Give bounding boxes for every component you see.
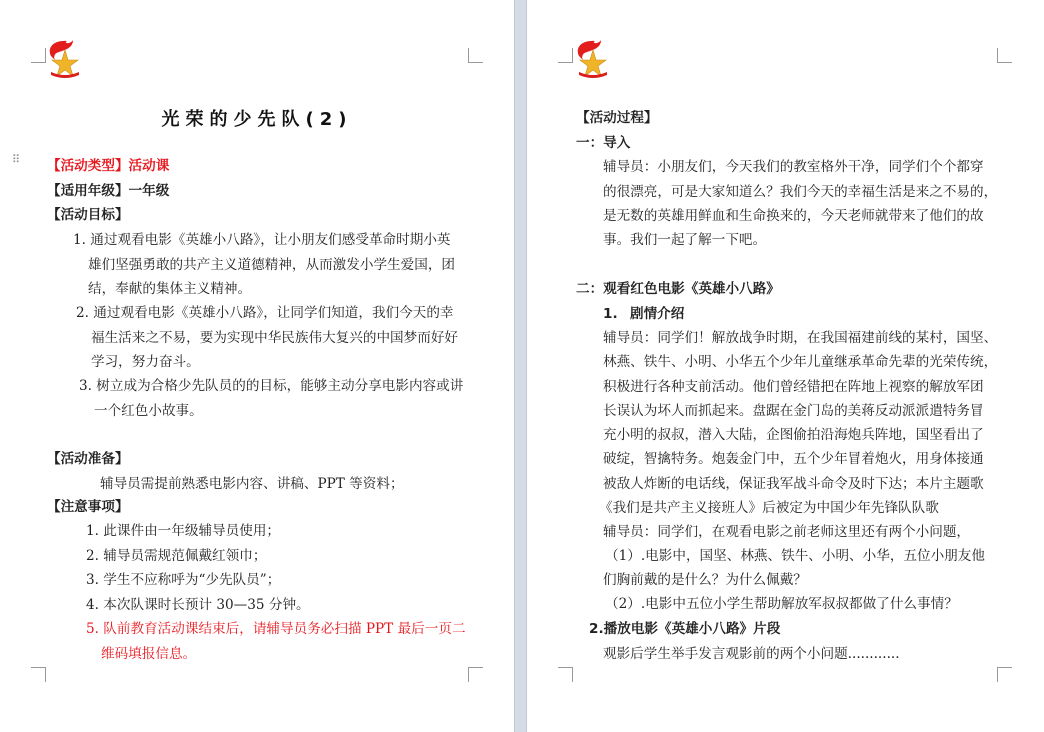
section-intro-heading: 一：导入 bbox=[576, 135, 631, 151]
margin-corner-mark bbox=[558, 48, 573, 63]
goals-heading: 【活动目标】 bbox=[47, 207, 129, 223]
goal-line: 福生活来之不易，要为实现中华民族伟大复兴的中国梦而好好 bbox=[91, 330, 459, 346]
body-line: 林燕、铁牛、小明、小华五个少年儿童继承革命先辈的光荣传统， bbox=[603, 354, 998, 370]
goal-line: 学习，努力奋斗。 bbox=[91, 354, 200, 370]
question-line: 们胸前戴的是什么？为什么佩戴？ bbox=[603, 572, 807, 588]
note-item-important: 5. 队前教育活动课结束后，请辅导员务必扫描 PPT 最后一页二 bbox=[86, 621, 466, 637]
goal-line: 1. 通过观看电影《英雄小八路》，让小朋友们感受革命时期小英 bbox=[73, 232, 451, 248]
note-item-important: 维码填报信息。 bbox=[101, 646, 197, 662]
question-line: （1）.电影中，国坚、林燕、铁牛、小明、小华，五位小朋友他 bbox=[605, 548, 985, 564]
body-line: 长误认为坏人而抓起来。盘踞在金门岛的美蒋反动派派遣特务冒 bbox=[603, 403, 984, 419]
section-movie-heading: 二：观看红色电影《英雄小八路》 bbox=[576, 281, 780, 297]
body-line: 辅导员：同学们，在观看电影之前老师这里还有两个小问题， bbox=[603, 524, 971, 540]
drag-handle-icon[interactable]: ⠿ bbox=[12, 153, 21, 166]
young-pioneers-emblem-icon bbox=[43, 38, 83, 80]
activity-type: 【活动类型】活动课 bbox=[47, 158, 170, 174]
margin-corner-mark bbox=[31, 48, 46, 63]
goal-line: 结，奉献的集体主义精神。 bbox=[88, 281, 252, 297]
process-heading: 【活动过程】 bbox=[576, 110, 658, 126]
body-line: 《我们是共产主义接班人》后被定为中国少年先锋队队歌 bbox=[599, 500, 939, 516]
prep-heading: 【活动准备】 bbox=[47, 451, 129, 467]
margin-corner-mark bbox=[31, 667, 46, 682]
margin-corner-mark bbox=[997, 667, 1012, 682]
grade-level: 【适用年级】一年级 bbox=[47, 183, 170, 199]
body-line: 破绽，智擒特务。炮轰金门中，五个少年冒着炮火，用身体接通 bbox=[603, 451, 984, 467]
goal-line: 雄们坚强勇敢的共产主义道德精神，从而激发小学生爱国，团 bbox=[88, 257, 456, 273]
subsection-plot-heading: 剧情介绍 bbox=[630, 306, 685, 322]
body-line: 积极进行各种支前活动。他们曾经错把在阵地上视察的解放军团 bbox=[603, 379, 984, 395]
margin-corner-mark bbox=[997, 48, 1012, 63]
body-line: 是无数的英雄用鲜血和生命换来的，今天老师就带来了他们的故 bbox=[603, 208, 984, 224]
young-pioneers-emblem-icon bbox=[571, 38, 611, 80]
body-line: 观影后学生举手发言观影前的两个小问题............ bbox=[603, 646, 900, 662]
body-line: 辅导员：同学们！解放战争时期，在我国福建前线的某村，国坚、 bbox=[603, 330, 998, 346]
page-gap bbox=[514, 0, 527, 732]
right-page bbox=[527, 0, 1044, 732]
margin-corner-mark bbox=[468, 48, 483, 63]
goal-line: 3. 树立成为合格少先队员的的目标，能够主动分享电影内容或讲 bbox=[79, 378, 464, 394]
body-line: 事。我们一起了解一下吧。 bbox=[603, 232, 767, 248]
subsection-number: 1. bbox=[603, 306, 618, 322]
goal-line: 2. 通过观看电影《英雄小八路》，让同学们知道，我们今天的幸 bbox=[76, 305, 454, 321]
document-title: 光荣的少先队(2) bbox=[161, 109, 353, 130]
margin-corner-mark bbox=[468, 667, 483, 682]
body-line: 充小明的叔叔，潜入大陆，企图偷拍沿海炮兵阵地，国坚看出了 bbox=[603, 427, 984, 443]
left-page bbox=[0, 0, 514, 732]
body-line: 的很漂亮，可是大家知道么？我们今天的幸福生活是来之不易的， bbox=[603, 184, 998, 200]
notes-heading: 【注意事项】 bbox=[47, 499, 129, 515]
prep-text: 辅导员需提前熟悉电影内容、讲稿、PPT 等资料； bbox=[100, 476, 404, 492]
note-item: 3. 学生不应称呼为“少先队员”； bbox=[86, 572, 281, 588]
subsection-play-heading: 2.播放电影《英雄小八路》片段 bbox=[589, 621, 781, 637]
margin-corner-mark bbox=[558, 667, 573, 682]
goal-line: 一个红色小故事。 bbox=[94, 403, 203, 419]
note-item: 4. 本次队课时长预计 30—35 分钟。 bbox=[86, 597, 310, 613]
body-line: 被敌人炸断的电话线，保证我军战斗命令及时下达；本片主题歌 bbox=[603, 476, 984, 492]
note-item: 2. 辅导员需规范佩戴红领巾； bbox=[86, 548, 267, 564]
body-line: 辅导员：小朋友们，今天我们的教室格外干净，同学们个个都穿 bbox=[603, 159, 984, 175]
question-line: （2）.电影中五位小学生帮助解放军叔叔都做了什么事情？ bbox=[605, 596, 958, 612]
note-item: 1. 此课件由一年级辅导员使用； bbox=[86, 523, 281, 539]
